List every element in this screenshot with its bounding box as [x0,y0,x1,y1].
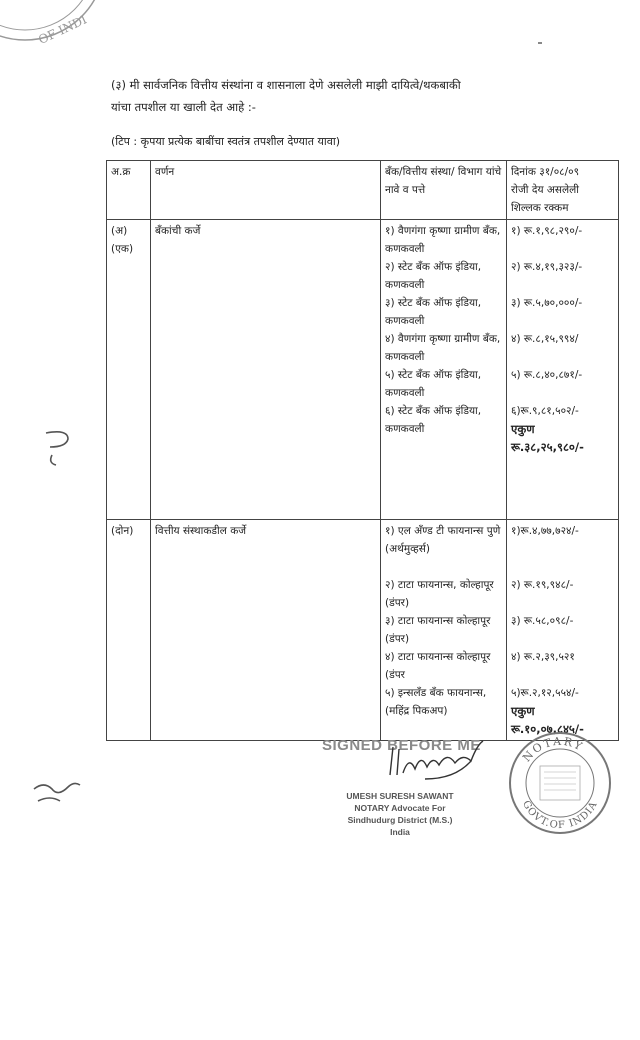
section-desc: वित्तीय संस्थाकडील कर्जे [151,520,381,741]
section-banks [381,520,507,741]
section-sr-1: (दोन) [111,525,134,537]
corner-mark [538,42,542,44]
amount-entry: ४) रू.२,३९,५२१ [511,651,575,663]
table-header-row [107,161,619,220]
header-amount [507,161,619,220]
bank-entry: ३) टाटा फायनान्स कोल्हापूर (डंपर) [385,615,491,645]
intro-line-2: यांचा तपशील या खाली देत आहे :- [111,100,256,114]
amount-entry: २) रू.४,१९,३२३/- [511,261,583,273]
amount-entry: ३) रू.५,७०,०००/- [511,297,583,309]
header-bank: बँक/वित्तीय संस्था/ विभाग यांचे नावे व पत्ते [381,161,507,220]
amount-entry: ५)रू.२,१२,५५४/- [511,687,579,699]
liabilities-table [106,160,619,741]
total-value: रू.१०,०७,८४५/- [511,722,584,736]
section-amounts [507,220,619,520]
section-sr-2: (एक) [111,243,134,255]
notary-signature [385,735,495,785]
signed-before-me-stamp: SIGNED BEFORE ME [322,737,481,754]
bank-entry: ५) इन्सलँड बँक फायनान्स, (महिंद्र पिकअप) [385,687,487,717]
svg-text:GOVT.OF INDIA [520,799,600,831]
total-value: रू.३८,२५,९८०/- [511,440,584,454]
seal-top-label: NOTARY [520,734,586,765]
note-text: (टिप : कृपया प्रत्येक बाबींचा स्वतंत्र तपशील देण्यात यावा) [111,135,340,148]
seal-bottom-label: GOVT.OF INDIA [519,799,600,832]
notary-details [340,790,460,838]
notary-role: NOTARY Advocate For [354,803,446,813]
header-amount-line3: शिल्लक रक्कम [511,202,569,214]
margin-handwritten-mark [38,425,78,470]
amount-entry: २) रू.१९,९४८/- [511,579,574,591]
total-label: एकुण [511,704,535,718]
section-row-institutions [107,520,619,741]
bank-entry: ४) वैणगंगा कृष्णा ग्रामीण बँक, कणकवली [385,333,501,363]
section-sr-1: (अ) [111,225,128,237]
margin-handwritten-mark [30,775,85,810]
header-amount-line1: दिनांक ३१/०८/०९ [511,166,580,178]
notary-name: UMESH SURESH SAWANT [346,791,454,801]
amount-entry: ४) रू.८,१५,९९४/ [511,333,579,345]
notary-seal [500,728,620,838]
header-sr: अ.क्र [107,161,151,220]
intro-line-1: (३) मी सार्वजनिक वित्तीय संस्थांना व शासनाला देणे असलेली माझी दायित्वे/थकबाकी [111,78,461,92]
section-row-banks [107,220,619,520]
amount-entry: १) रू.१,९८,२९०/- [511,225,583,237]
bank-entry: २) टाटा फायनान्स, कोल्हापूर (डंपर) [385,579,494,609]
section-sr [107,520,151,741]
bank-entry: ६) स्टेट बँक ऑफ इंडिया, कणकवली [385,405,482,435]
partial-seal-top [0,0,120,55]
intro-paragraph [111,74,461,118]
section-sr [107,220,151,520]
bank-entry: ५) स्टेट बँक ऑफ इंडिया, कणकवली [385,369,482,399]
bank-entry: १) एल अँण्ड टी फायनान्स पुणे (अर्थमुव्हर्स) [385,525,501,555]
header-amount-line2: रोजी देय असलेली [511,184,579,196]
seal-top-text: OF INDI [36,12,89,47]
section-desc: बँकांची कर्जे [151,220,381,520]
total-label: एकुण [511,422,535,436]
amount-entry: ३) रू.५८,०९८/- [511,615,574,627]
amount-entry: ६)रू.९,८१,५०२/- [511,405,579,417]
amount-entry: ५) रू.८,४०,८७१/- [511,369,583,381]
bank-entry: ३) स्टेट बँक ऑफ इंडिया, कणकवली [385,297,482,327]
section-banks [381,220,507,520]
bank-entry: १) वैणगंगा कृष्णा ग्रामीण बँक, कणकवली [385,225,501,255]
notary-district: Sindhudurg District (M.S.) India [347,815,453,837]
bank-entry: २) स्टेट बँक ऑफ इंडिया, कणकवली [385,261,482,291]
header-desc: वर्णन [151,161,381,220]
amount-entry: १)रू.४,७७,७२४/- [511,525,579,537]
section-amounts [507,520,619,741]
bank-entry: ४) टाटा फायनान्स कोल्हापूर (डंपर [385,651,491,681]
